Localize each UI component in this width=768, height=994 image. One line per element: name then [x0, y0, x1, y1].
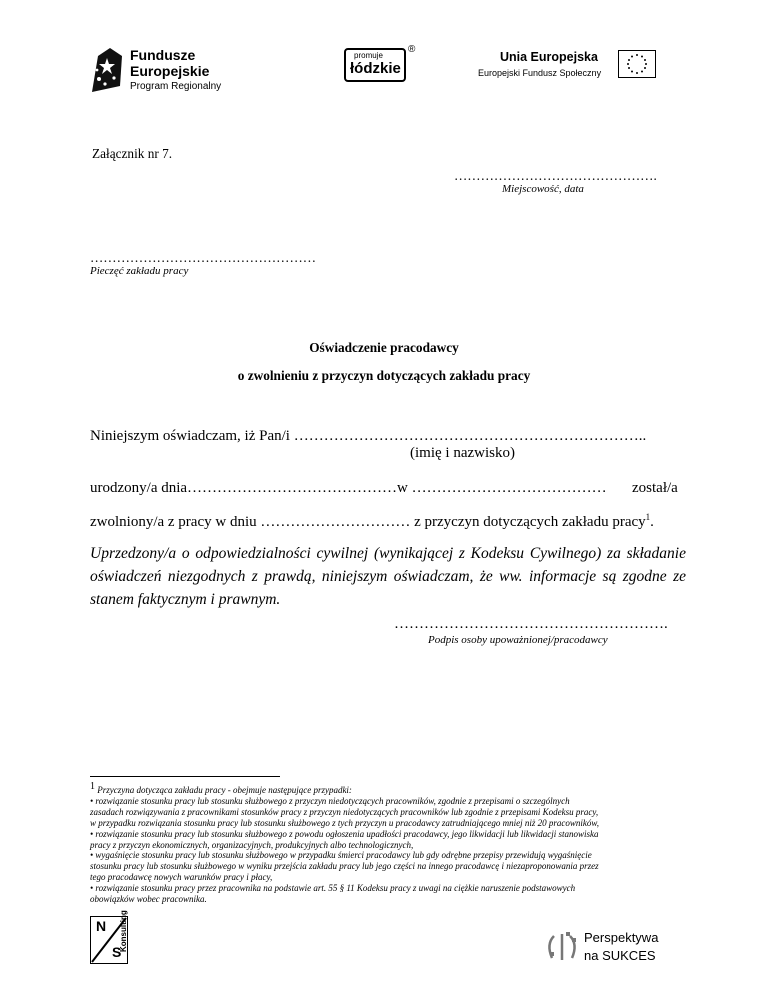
- declaration-paragraph: Uprzedzony/a o odpowiedzialności cywilnej (wynikającej z Kodeksu Cywilnego) za składanie oświadczeń niezgodnych z prawdą, niniejszym oświadczam, że ww. informacje są zgodne ze stanem faktycznym i prawnym.: [90, 545, 686, 608]
- fe-logo-line1: Fundusze: [130, 47, 196, 63]
- footnote-rule: [90, 776, 280, 777]
- footnote-lead-text: Przyczyna dotycząca zakładu pracy - obejmuje następujące przypadki:: [95, 785, 352, 795]
- footnote-item: tego pracodawcę nowych warunków pracy i płacy,: [90, 872, 273, 883]
- perspektywa-logo: [544, 928, 684, 970]
- fe-logo-line2: Europejskie: [130, 63, 210, 79]
- lodzkie-big: łódzkie: [350, 60, 401, 77]
- ue-title: Unia Europejska: [500, 50, 598, 64]
- fe-logo: [90, 44, 250, 96]
- stamp-label: Pieczęć zakładu pracy: [90, 265, 189, 277]
- dismissal-text: zwolniony/a z pracy w dniu ………………………… z przyczyn dotyczących zakładu pracy: [90, 514, 646, 530]
- footnote-item: w przypadku rozwiązania stosunku pracy lub stosunku służbowego z tych przyczyn u pracodawcy zatrudniającego mniej niż 20 pracowników,: [90, 817, 599, 828]
- ue-logo: [478, 48, 678, 82]
- employee-name-hint: (imię i nazwisko): [410, 445, 515, 461]
- eu-flag-icon: [618, 50, 656, 78]
- annex-label: Załącznik nr 7.: [92, 146, 173, 161]
- perspektywa-line2: na SUKCES: [584, 948, 656, 963]
- footnote-item: pracy z przyczyn ekonomicznych, organizacyjnych, produkcyjnych albo technologicznych,: [90, 839, 414, 850]
- lodzkie-logo: [344, 44, 422, 84]
- fe-logo-line3: Program Regionalny: [130, 81, 222, 92]
- stamp-dots: ……………………………………………: [90, 250, 317, 265]
- place-date-label: Miejscowość, data: [502, 183, 584, 195]
- footnote-item: • rozwiązanie stosunku pracy lub stosunku służbowego z powodu ogłoszenia upadłości pracodawcy, jego likwidacji lub likwidacji stanowiska: [90, 828, 599, 839]
- ns-logo-n: N: [96, 918, 107, 934]
- ns-logo-s: S: [112, 944, 122, 960]
- employee-name-line: Niniejszym oświadczam, iż Pan/i ……………………………………………………………..: [90, 428, 647, 444]
- perspektywa-icon: [544, 930, 580, 964]
- perspektywa-line1: Perspektywa: [584, 930, 659, 945]
- signature-dots: ……………………………………………….: [394, 616, 668, 632]
- footnote-item: stosunku pracy lub stosunku służbowego w wyniku przejścia zakładu pracy lub jego części na innego pracodawcę i niezaproponowania przez: [90, 861, 599, 872]
- dismissed-label: został/a: [632, 480, 678, 496]
- footnote-item: obowiązków wobec pracownika.: [90, 894, 207, 905]
- lodzkie-small: promuje: [354, 51, 383, 60]
- document-title: Oświadczenie pracodawcy: [309, 340, 459, 355]
- footnote-lead: [90, 782, 690, 796]
- footnote-ref: 1: [645, 512, 651, 522]
- fe-star-icon: [90, 46, 124, 94]
- ns-konsulting-logo: [90, 910, 140, 968]
- footnote-item: • wygaśnięcie stosunku pracy lub stosunku służbowego w przypadku śmierci pracodawcy lub gdy odrębne przepisy przewidują wygaśnięcie: [90, 850, 592, 861]
- footnote-item: • rozwiązanie stosunku pracy lub stosunku służbowego z przyczyn niedotyczących pracowników, zgodnie z przepisami o szczególnych: [90, 795, 570, 806]
- footnote-num: 1: [90, 781, 95, 792]
- footnote: [90, 782, 690, 905]
- footnote-item: zasadach rozwiązywania z pracownikami stosunków pracy z przyczyn niedotyczących pracowników lub zgodnie z przepisami Kodeksu pracy,: [90, 806, 599, 817]
- birth-place-line: urodzony/a dnia……………………………………w …………………………………: [90, 480, 607, 496]
- dismissal-line: [90, 512, 654, 531]
- signature-label: Podpis osoby upoważnionej/pracodawcy: [428, 634, 608, 646]
- place-date-dots: ……………………………………….: [454, 168, 657, 183]
- footnote-item: • rozwiązanie stosunku pracy przez pracownika na podstawie art. 55 § 11 Kodeksu pracy z uwagi na ciężkie naruszenie podstawowych: [90, 883, 576, 894]
- dismissal-end: .: [650, 514, 654, 530]
- registered-mark: ®: [408, 44, 416, 55]
- ue-subtitle: Europejski Fundusz Społeczny: [478, 68, 602, 78]
- document-subtitle: o zwolnieniu z przyczyn dotyczących zakładu pracy: [237, 368, 531, 383]
- ns-logo-word: Konsulting: [119, 910, 128, 952]
